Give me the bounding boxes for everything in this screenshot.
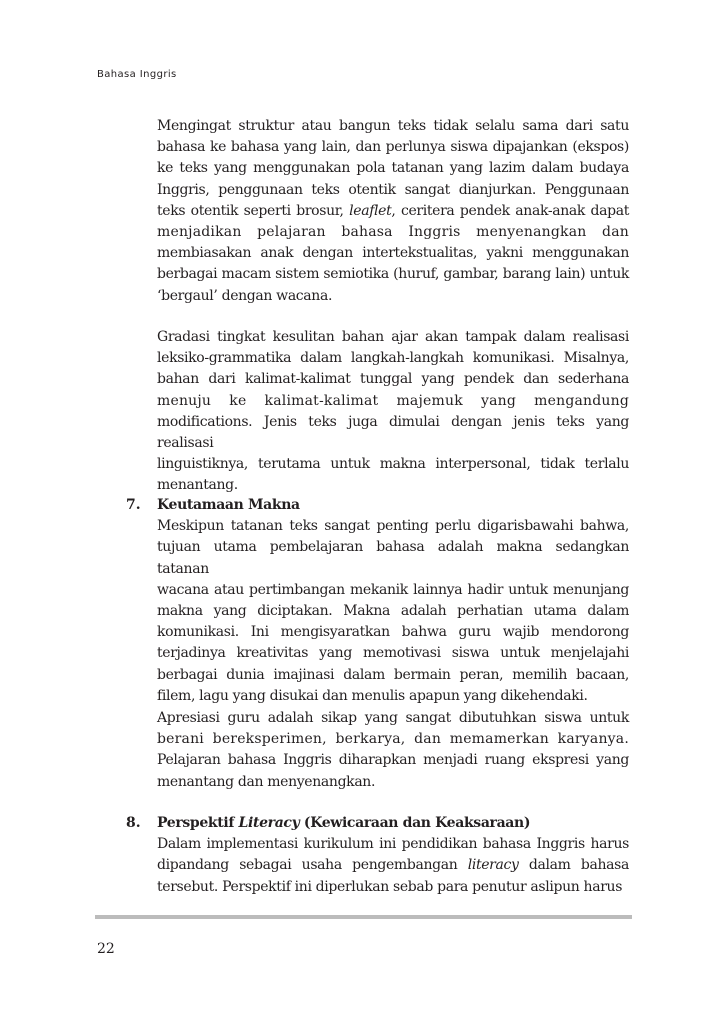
text-line	[157, 454, 629, 475]
text-span: Mengingat struktur atau bangun teks tidak selalu sama dari satu	[157, 118, 629, 134]
italic-term: leaflet	[349, 202, 392, 219]
text-line	[157, 516, 629, 537]
text-line	[157, 643, 629, 664]
text-line	[157, 391, 629, 412]
footer-divider	[95, 915, 632, 919]
text-span: berbagai macam sistem semiotika (huruf, gambar, barang lain) untuk	[157, 266, 629, 283]
text-line	[157, 708, 629, 729]
text-span: tujuan utama pembelajaran bahasa adalah makna sedangkan tatanan	[157, 539, 629, 577]
italic-term: Literacy	[238, 815, 300, 831]
text-span: makna yang diciptakan. Makna adalah perhatian utama dalam	[157, 603, 629, 620]
text-span: ‘bergaul’ dengan wacana.	[157, 287, 333, 304]
section-heading	[157, 813, 629, 834]
text-line	[157, 158, 629, 179]
text-line	[157, 537, 629, 579]
text-span: menuju ke kalimat-kalimat majemuk yang mengandung	[157, 392, 629, 409]
section-perspektif-literacy	[157, 813, 629, 898]
italic-term: literacy	[467, 857, 519, 874]
text-span: dalam bahasa	[518, 857, 629, 874]
text-line	[157, 475, 629, 496]
text-span: teks otentik seperti brosur,	[157, 202, 350, 219]
text-span: terjadinya kreativitas yang memotivasi siswa untuk menjelajahi	[157, 645, 629, 662]
text-line	[157, 222, 629, 243]
text-span: Inggris, penggunaan teks otentik sangat dianjurkan. Penggunaan	[157, 181, 629, 198]
text-line	[157, 772, 629, 793]
text-line	[157, 286, 629, 307]
text-line	[157, 622, 629, 643]
text-line	[157, 686, 629, 707]
text-span: komunikasi. Ini mengisyaratkan bahwa guru wajib mendorong	[157, 624, 629, 641]
text-span: Meskipun tatanan teks sangat penting perlu digarisbawahi bahwa,	[157, 518, 629, 535]
text-line	[157, 580, 629, 601]
text-span: wacana atau pertimbangan mekanik lainnya hadir untuk menunjang	[157, 581, 629, 598]
text-span: Perspektif	[157, 815, 239, 831]
text-span: berbagai dunia imajinasi dalam bermain peran, memilih bacaan,	[157, 666, 629, 683]
text-line	[157, 412, 629, 454]
text-span: dipandang sebagai usaha pengembangan	[157, 857, 468, 874]
text-span: menjadikan pelajaran bahasa Inggris menyenangkan dan	[157, 224, 629, 241]
text-line	[157, 601, 629, 622]
text-line	[157, 348, 629, 369]
text-span: Dalam implementasi kurikulum ini pendidikan bahasa Inggris harus	[157, 836, 629, 853]
text-span: modifications. Jenis teks juga dimulai dengan jenis teks yang realisasi	[157, 413, 629, 452]
text-line	[157, 137, 629, 158]
page-number: 22	[97, 941, 115, 957]
text-span: linguistiknya, terutama untuk makna interpersonal, tidak terlalu	[157, 456, 629, 473]
text-span: menantang dan menyenangkan.	[157, 773, 376, 790]
text-span: bahan dari kalimat-kalimat tunggal yang pendek dan sederhana	[157, 371, 629, 388]
paragraph-authentic-texts	[157, 116, 629, 307]
running-header: Bahasa Inggris	[97, 69, 177, 80]
text-span: Apresiasi guru adalah sikap yang sangat dibutuhkan siswa untuk	[157, 710, 629, 726]
text-line	[157, 201, 629, 222]
text-span: tersebut. Perspektif ini diperlukan sebab para penutur aslipun harus	[157, 878, 623, 895]
text-line	[157, 877, 629, 898]
text-line	[157, 180, 629, 201]
text-line	[157, 264, 629, 285]
text-line	[157, 750, 629, 771]
text-span: ke teks yang menggunakan pola tatanan yang lazim dalam budaya	[157, 160, 629, 177]
text-span: menantang.	[157, 477, 238, 494]
paragraph-teacher-appreciation	[157, 708, 629, 793]
text-line	[157, 116, 629, 137]
text-line	[157, 729, 629, 750]
list-number: 8.	[126, 815, 141, 831]
text-line	[157, 855, 629, 876]
text-span: leksiko-grammatika dalam langkah-langkah komunikasi. Misalnya,	[157, 350, 629, 367]
text-span: Pelajaran bahasa Inggris diharapkan menjadi ruang ekspresi yang	[157, 752, 629, 769]
text-span: , ceritera pendek anak-anak dapat	[391, 202, 629, 219]
section-keutamaan-makna	[157, 495, 629, 707]
text-line	[157, 665, 629, 686]
paragraph-difficulty-gradation	[157, 327, 629, 497]
text-span: (Kewicaraan dan Keaksaraan)	[299, 815, 531, 831]
text-span: Gradasi tingkat kesulitan bahan ajar akan tampak dalam realisasi	[157, 329, 629, 345]
list-number: 7.	[126, 497, 141, 513]
text-span: membiasakan anak dengan intertekstualitas, yakni menggunakan	[157, 245, 629, 262]
text-span: berani bereksperimen, berkarya, dan memamerkan karyanya.	[157, 731, 629, 748]
section-heading: Keutamaan Makna	[157, 497, 300, 513]
text-span: bahasa ke bahasa yang lain, dan perlunya siswa dipajankan (ekspos)	[157, 139, 629, 156]
text-line	[157, 834, 629, 855]
text-span: filem, lagu yang disukai dan menulis apapun yang dikehendaki.	[157, 687, 588, 704]
text-line	[157, 369, 629, 390]
text-line	[157, 327, 629, 348]
text-line	[157, 243, 629, 264]
